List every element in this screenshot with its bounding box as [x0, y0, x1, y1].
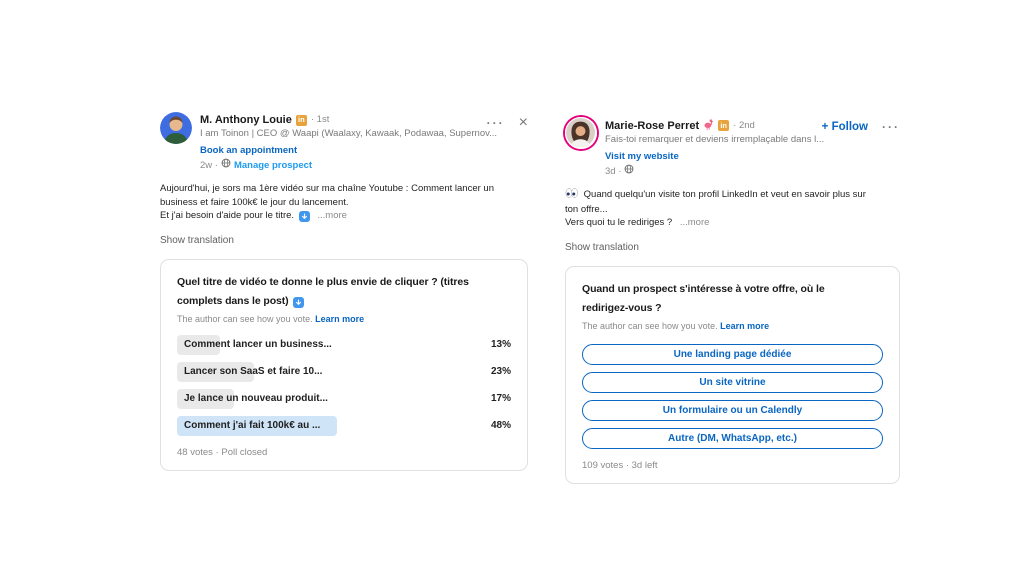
author-name[interactable]: M. Anthony Louie	[200, 114, 292, 126]
avatar[interactable]	[160, 112, 192, 144]
poll-option-label: Lancer son SaaS et faire 10...	[184, 366, 323, 377]
poll-option-row[interactable]	[177, 362, 511, 382]
poll-question	[177, 273, 511, 311]
eyes-emoji-icon	[565, 188, 578, 203]
post-body	[565, 188, 900, 230]
poll-option-percent: 17%	[490, 393, 511, 404]
see-more-link[interactable]: ...more	[679, 217, 710, 228]
poll-card	[565, 266, 900, 484]
post-text-line: Quand quelqu'un visite ton profil LinkedIn et veut en savoir plus sur	[583, 189, 866, 200]
post-body	[160, 182, 528, 223]
author-headline: Fais-toi remarquer et deviens irremplaçable dans l...	[605, 134, 825, 145]
post-text-line: business et faire 100k€ le jour du lancement.	[160, 196, 349, 208]
post-header	[565, 117, 900, 178]
avatar-woman-illustration	[566, 118, 595, 147]
poll-option-percent: 48%	[490, 420, 511, 431]
post-menu-button[interactable]: ···	[486, 116, 505, 130]
poll-vote-button[interactable]: Un formulaire ou un Calendly	[582, 400, 883, 421]
manage-prospect-link[interactable]: Manage prospect	[233, 159, 313, 171]
poll-vote-button[interactable]: Un site vitrine	[582, 372, 883, 393]
avatar[interactable]	[565, 117, 597, 149]
poll-vote-button[interactable]: Une landing page dédiée	[582, 344, 883, 365]
poll-option-label: Comment lancer un business...	[184, 339, 332, 350]
poll-option-label: Je lance un nouveau produit...	[184, 393, 328, 404]
down-arrow-emoji-icon	[299, 211, 310, 222]
book-appointment-link[interactable]: Book an appointment	[200, 145, 298, 156]
globe-icon	[624, 164, 634, 178]
poll-footer: 109 votes · 3d left	[582, 459, 658, 471]
author-name[interactable]: Marie-Rose Perret	[605, 119, 700, 132]
learn-more-link[interactable]: Learn more	[720, 320, 770, 331]
poll-disclaimer: The author can see how you vote.	[177, 313, 313, 324]
post-text-line: Aujourd'hui, je sors ma 1ère vidéo sur ma chaîne Youtube : Comment lancer un	[160, 183, 494, 194]
post-header	[160, 112, 528, 172]
post-text-line: Vers quoi tu le rediriges ?	[565, 217, 673, 228]
poll-footer: 48 votes · Poll closed	[177, 446, 268, 458]
visit-website-link[interactable]: Visit my website	[605, 151, 679, 162]
poll-option-percent: 23%	[490, 366, 511, 377]
post-text-line: Et j'ai besoin d'aide pour le titre.	[160, 210, 295, 221]
post-anthony-louie	[160, 112, 528, 471]
connection-degree: · 1st	[310, 114, 330, 125]
learn-more-link[interactable]: Learn more	[315, 313, 365, 324]
down-arrow-emoji-icon	[293, 297, 304, 308]
poll-option-row[interactable]	[177, 416, 511, 436]
post-age: 2w ·	[200, 159, 218, 171]
poll-question-line: Quel titre de vidéo te donne le plus envie de cliquer ? (titres	[177, 275, 469, 288]
post-age: 3d ·	[605, 165, 622, 177]
poll-card	[160, 259, 528, 471]
poll-option-percent: 13%	[490, 339, 511, 350]
post-menu-button[interactable]: ···	[882, 120, 900, 134]
poll-option-row[interactable]	[177, 389, 511, 409]
post-text-line: ton offre...	[565, 203, 608, 215]
poll-question-line: redirigez-vous ?	[582, 301, 662, 314]
poll-disclaimer: The author can see how you vote.	[582, 320, 718, 331]
show-translation-link[interactable]: Show translation	[565, 241, 639, 253]
avatar-man-illustration	[160, 112, 192, 144]
linkedin-badge-icon: in	[718, 120, 729, 131]
poll-vote-button[interactable]: Autre (DM, WhatsApp, etc.)	[582, 428, 883, 449]
poll-option-label: Comment j'ai fait 100k€ au ...	[184, 420, 321, 431]
see-more-link[interactable]: ...more	[317, 210, 347, 221]
poll-question	[582, 280, 883, 318]
globe-icon	[221, 158, 231, 172]
linkedin-badge-icon: in	[296, 115, 307, 126]
flamingo-emoji-icon	[703, 118, 714, 133]
poll-results	[177, 335, 511, 436]
close-icon[interactable]: ×	[518, 114, 528, 131]
show-translation-link[interactable]: Show translation	[160, 234, 234, 246]
follow-button[interactable]: + Follow	[821, 121, 868, 133]
author-headline: I am Toinon | CEO @ Waapi (Waalaxy, Kawaak, Podawaa, Supernov...	[200, 128, 498, 139]
connection-degree: · 2nd	[733, 119, 755, 131]
post-marie-rose-perret	[565, 117, 900, 484]
poll-question-line: complets dans le post)	[177, 294, 289, 307]
poll-question-line: Quand un prospect s'intéresse à votre offre, où le	[582, 282, 825, 295]
poll-option-row[interactable]	[177, 335, 511, 355]
poll-vote-options	[582, 344, 883, 449]
